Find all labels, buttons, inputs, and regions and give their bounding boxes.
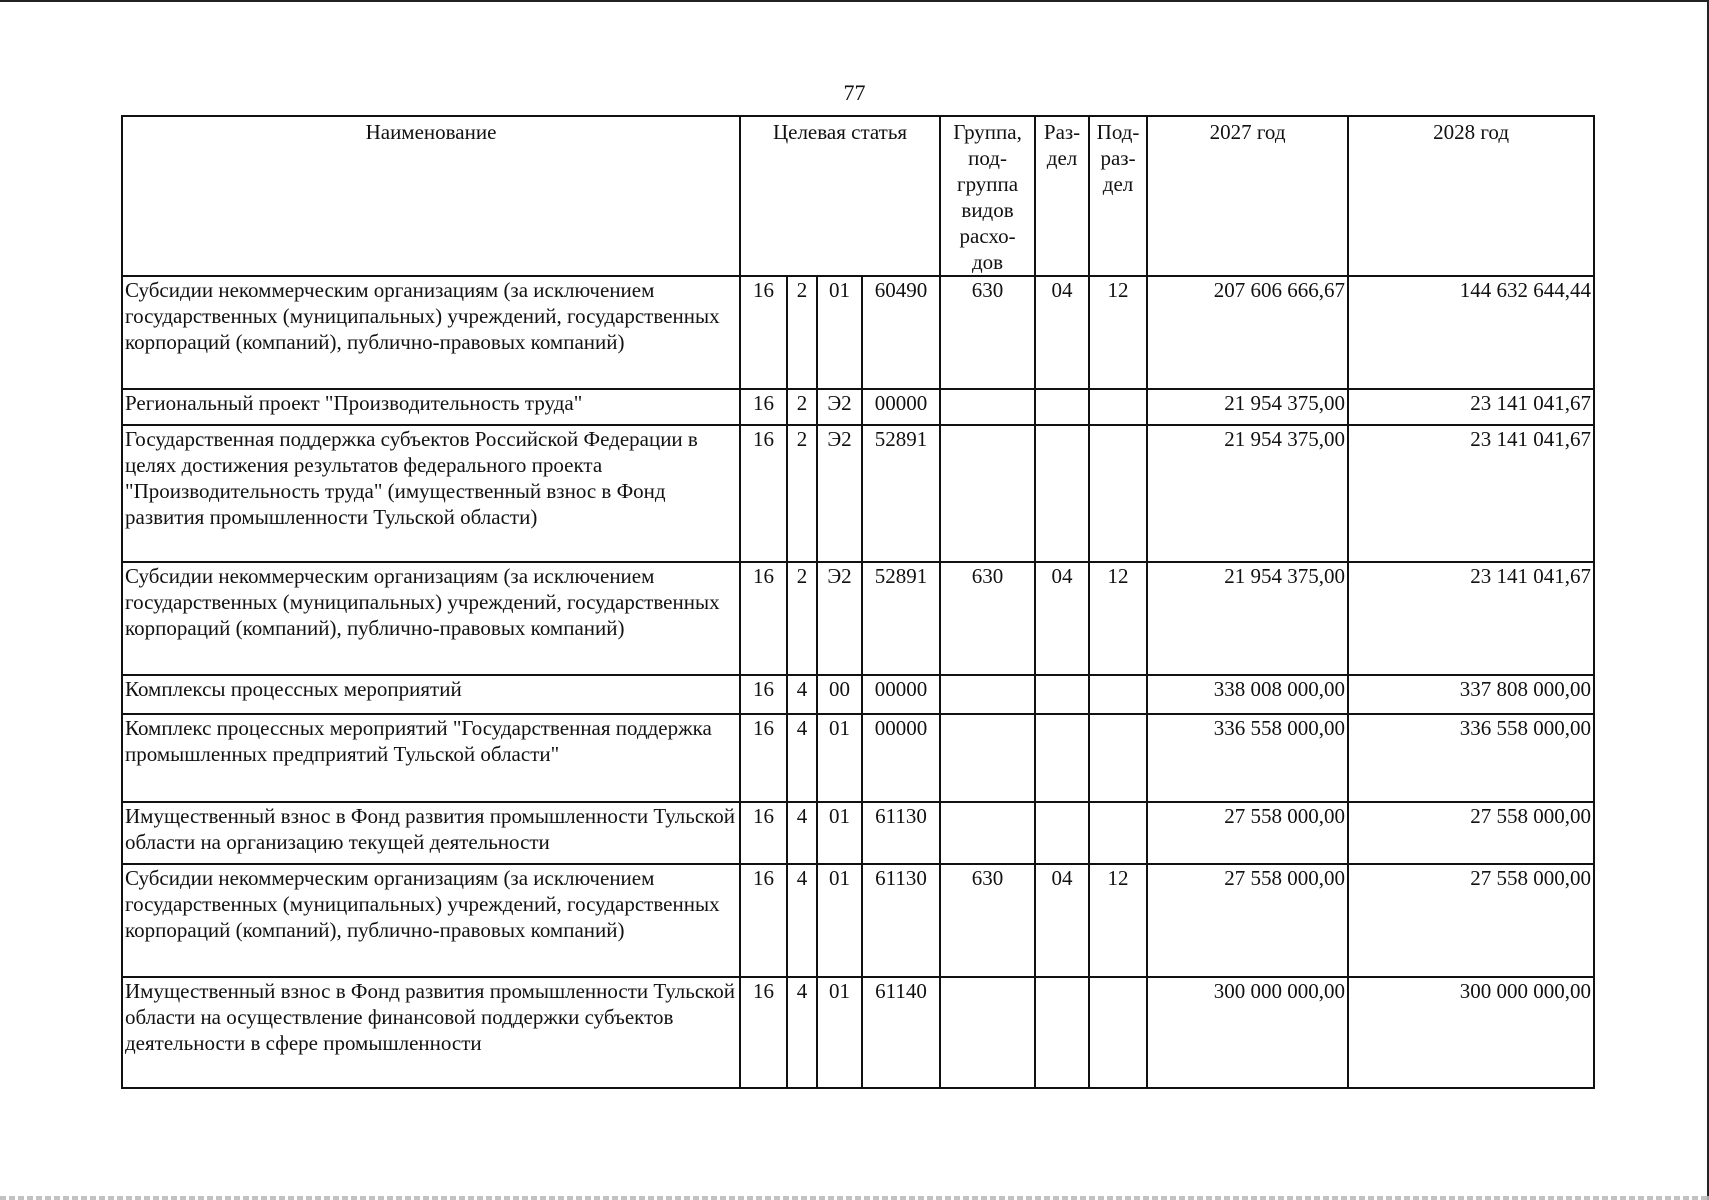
cell-subsection bbox=[1089, 977, 1147, 1088]
cell-name: Комплекс процессных мероприятий "Государственная поддержка промышленных предприятий Тульской области" bbox=[122, 714, 740, 802]
cell-target-4: 00000 bbox=[862, 714, 940, 802]
cell-2027: 27 558 000,00 bbox=[1147, 864, 1348, 977]
cell-target-1: 16 bbox=[740, 864, 787, 977]
cell-target-4: 52891 bbox=[862, 425, 940, 562]
cell-subsection bbox=[1089, 389, 1147, 425]
cell-group: 630 bbox=[940, 864, 1035, 977]
cell-2027: 207 606 666,67 bbox=[1147, 276, 1348, 389]
cell-section bbox=[1035, 977, 1089, 1088]
cell-target-3: 01 bbox=[817, 977, 862, 1088]
cell-2028: 27 558 000,00 bbox=[1348, 802, 1594, 864]
header-target: Целевая статья bbox=[740, 116, 940, 276]
table-row bbox=[122, 864, 1594, 977]
cell-target-3: 01 bbox=[817, 714, 862, 802]
header-section: Раз- дел bbox=[1035, 116, 1089, 276]
cell-target-3: 01 bbox=[817, 276, 862, 389]
cell-section bbox=[1035, 802, 1089, 864]
page-number: 77 bbox=[843, 80, 866, 105]
cell-target-2: 4 bbox=[787, 714, 817, 802]
cell-2028: 300 000 000,00 bbox=[1348, 977, 1594, 1088]
scan-edge-top bbox=[0, 0, 1709, 2]
cell-2027: 21 954 375,00 bbox=[1147, 425, 1348, 562]
table-row bbox=[122, 675, 1594, 714]
cell-target-2: 4 bbox=[787, 802, 817, 864]
cell-subsection bbox=[1089, 675, 1147, 714]
cell-target-3: 01 bbox=[817, 802, 862, 864]
table-row bbox=[122, 802, 1594, 864]
cell-2027: 27 558 000,00 bbox=[1147, 802, 1348, 864]
cell-2027: 300 000 000,00 bbox=[1147, 977, 1348, 1088]
cell-target-2: 2 bbox=[787, 276, 817, 389]
cell-subsection bbox=[1089, 802, 1147, 864]
cell-2028: 337 808 000,00 bbox=[1348, 675, 1594, 714]
cell-target-3: Э2 bbox=[817, 389, 862, 425]
header-row bbox=[122, 116, 1594, 276]
cell-group bbox=[940, 714, 1035, 802]
cell-target-4: 61140 bbox=[862, 977, 940, 1088]
cell-name: Имущественный взнос в Фонд развития промышленности Тульской области на организацию текущей деятельности bbox=[122, 802, 740, 864]
cell-target-4: 60490 bbox=[862, 276, 940, 389]
cell-subsection: 12 bbox=[1089, 864, 1147, 977]
header-2028: 2028 год bbox=[1348, 116, 1594, 276]
cell-subsection: 12 bbox=[1089, 562, 1147, 675]
header-subsection: Под- раз- дел bbox=[1089, 116, 1147, 276]
table-row bbox=[122, 389, 1594, 425]
cell-target-1: 16 bbox=[740, 675, 787, 714]
cell-name: Субсидии некоммерческим организациям (за исключением государственных (муниципальных) учреждений, государственных корпораций (компаний), публично-правовых компаний) bbox=[122, 276, 740, 389]
cell-target-1: 16 bbox=[740, 425, 787, 562]
cell-target-1: 16 bbox=[740, 276, 787, 389]
cell-group bbox=[940, 802, 1035, 864]
cell-2028: 336 558 000,00 bbox=[1348, 714, 1594, 802]
cell-target-1: 16 bbox=[740, 802, 787, 864]
cell-group bbox=[940, 675, 1035, 714]
cell-section bbox=[1035, 389, 1089, 425]
cell-target-4: 00000 bbox=[862, 389, 940, 425]
cell-group bbox=[940, 977, 1035, 1088]
cell-target-2: 2 bbox=[787, 389, 817, 425]
table-row bbox=[122, 562, 1594, 675]
cell-group: 630 bbox=[940, 562, 1035, 675]
cell-2028: 23 141 041,67 bbox=[1348, 425, 1594, 562]
cell-target-2: 2 bbox=[787, 425, 817, 562]
table-row bbox=[122, 276, 1594, 389]
cell-target-3: Э2 bbox=[817, 562, 862, 675]
header-group: Группа, под- группа видов расхо- дов bbox=[940, 116, 1035, 276]
cell-subsection: 12 bbox=[1089, 276, 1147, 389]
cell-subsection bbox=[1089, 714, 1147, 802]
budget-table bbox=[121, 115, 1595, 1089]
cell-section bbox=[1035, 675, 1089, 714]
cell-2028: 23 141 041,67 bbox=[1348, 562, 1594, 675]
cell-target-1: 16 bbox=[740, 714, 787, 802]
cell-target-2: 4 bbox=[787, 864, 817, 977]
header-name: Наименование bbox=[122, 116, 740, 276]
cell-target-4: 52891 bbox=[862, 562, 940, 675]
cell-2028: 23 141 041,67 bbox=[1348, 389, 1594, 425]
cell-section: 04 bbox=[1035, 562, 1089, 675]
cell-subsection bbox=[1089, 425, 1147, 562]
cell-target-3: 01 bbox=[817, 864, 862, 977]
cell-target-4: 00000 bbox=[862, 675, 940, 714]
scan-edge-bottom bbox=[0, 1196, 1709, 1200]
cell-section: 04 bbox=[1035, 276, 1089, 389]
cell-section: 04 bbox=[1035, 864, 1089, 977]
cell-name: Имущественный взнос в Фонд развития промышленности Тульской области на осуществление финансовой поддержки субъектов деятельности в сфере промышленности bbox=[122, 977, 740, 1088]
table-row bbox=[122, 714, 1594, 802]
cell-2028: 27 558 000,00 bbox=[1348, 864, 1594, 977]
table-row bbox=[122, 425, 1594, 562]
cell-target-1: 16 bbox=[740, 562, 787, 675]
cell-target-3: Э2 bbox=[817, 425, 862, 562]
cell-target-2: 4 bbox=[787, 977, 817, 1088]
header-2027: 2027 год bbox=[1147, 116, 1348, 276]
cell-2027: 338 008 000,00 bbox=[1147, 675, 1348, 714]
cell-section bbox=[1035, 714, 1089, 802]
cell-2027: 336 558 000,00 bbox=[1147, 714, 1348, 802]
cell-target-2: 4 bbox=[787, 675, 817, 714]
table-row bbox=[122, 977, 1594, 1088]
cell-group bbox=[940, 389, 1035, 425]
cell-target-1: 16 bbox=[740, 389, 787, 425]
cell-name: Региональный проект "Производительность труда" bbox=[122, 389, 740, 425]
cell-2027: 21 954 375,00 bbox=[1147, 562, 1348, 675]
cell-name: Субсидии некоммерческим организациям (за исключением государственных (муниципальных) учреждений, государственных корпораций (компаний), публично-правовых компаний) bbox=[122, 864, 740, 977]
cell-target-1: 16 bbox=[740, 977, 787, 1088]
cell-name: Субсидии некоммерческим организациям (за исключением государственных (муниципальных) учреждений, государственных корпораций (компаний), публично-правовых компаний) bbox=[122, 562, 740, 675]
cell-name: Государственная поддержка субъектов Российской Федерации в целях достижения результатов федерального проекта "Производительность труда" (имущественный взнос в Фонд развития промышленности Тульской области) bbox=[122, 425, 740, 562]
cell-2027: 21 954 375,00 bbox=[1147, 389, 1348, 425]
cell-target-4: 61130 bbox=[862, 864, 940, 977]
cell-2028: 144 632 644,44 bbox=[1348, 276, 1594, 389]
cell-target-3: 00 bbox=[817, 675, 862, 714]
cell-name: Комплексы процессных мероприятий bbox=[122, 675, 740, 714]
cell-target-2: 2 bbox=[787, 562, 817, 675]
cell-target-4: 61130 bbox=[862, 802, 940, 864]
cell-section bbox=[1035, 425, 1089, 562]
cell-group: 630 bbox=[940, 276, 1035, 389]
cell-group bbox=[940, 425, 1035, 562]
